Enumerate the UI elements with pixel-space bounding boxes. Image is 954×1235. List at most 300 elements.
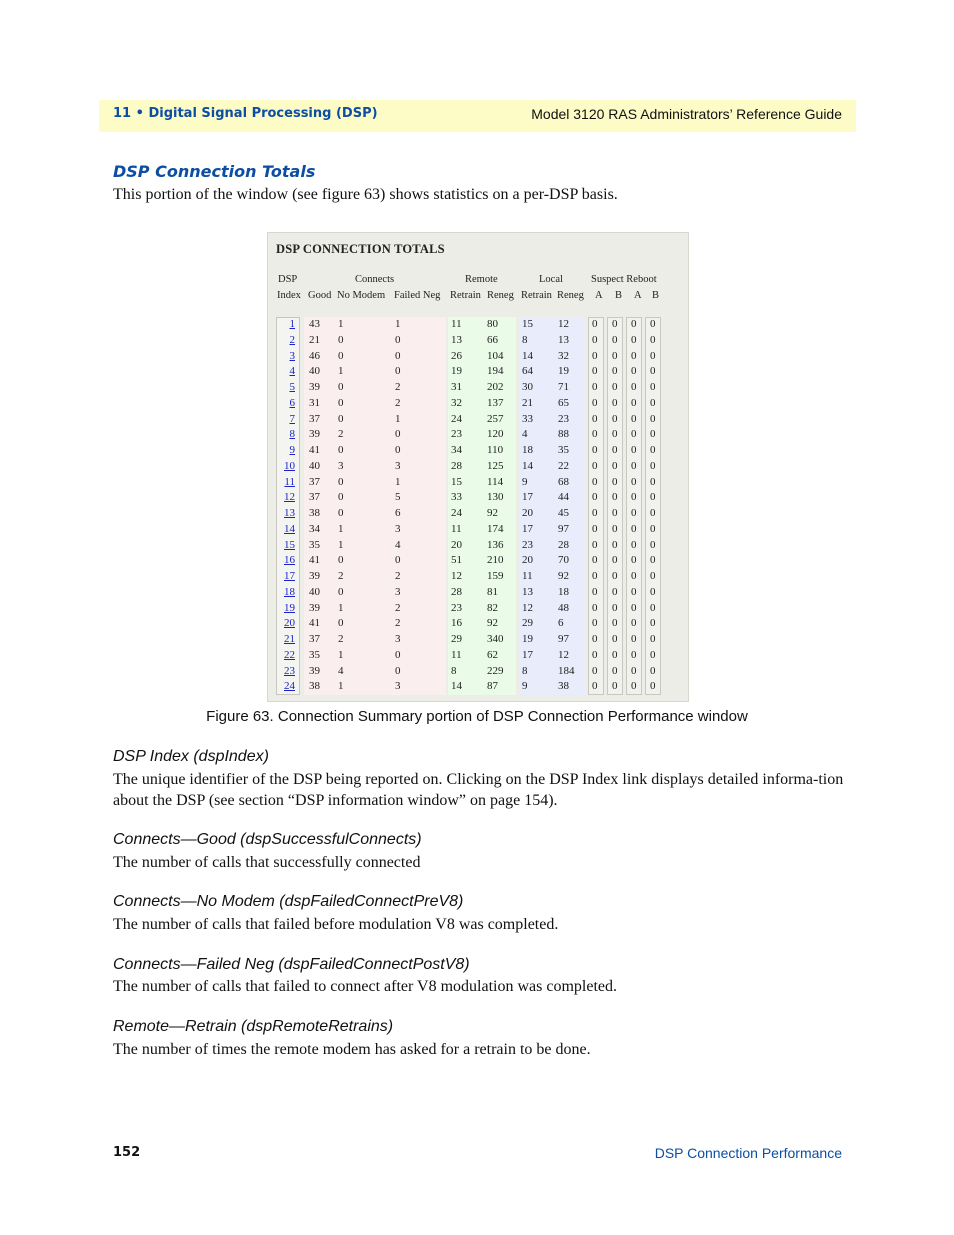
table-cell: 2 (338, 570, 344, 582)
connects-group-bg (304, 317, 446, 695)
table-cell: 0 (395, 428, 401, 441)
table-cell: 0 (650, 318, 656, 330)
table-cell: 17 (522, 491, 533, 504)
table-cell: 0 (631, 570, 637, 582)
table-cell: 43 (309, 318, 320, 330)
definition-connects-good: The number of calls that successfully connected (113, 854, 421, 871)
table-cell: 136 (487, 538, 504, 551)
table-cell: 210 (487, 554, 504, 567)
table-cell: 48 (558, 601, 569, 614)
table-cell: 0 (650, 459, 656, 472)
dsp-index-link[interactable]: 18 (284, 585, 295, 598)
table-cell: 0 (395, 444, 401, 456)
col-header-suspect-a2: A (634, 290, 642, 301)
table-cell: 0 (612, 444, 618, 456)
table-cell: 0 (612, 365, 618, 378)
table-cell: 37 (309, 412, 320, 425)
table-cell: 0 (631, 459, 637, 472)
table-cell: 28 (451, 585, 462, 598)
term-remote-retrain: Remote—Retrain (dspRemoteRetrains) (113, 1018, 394, 1035)
table-cell: 39 (309, 428, 320, 441)
term-dsp-index: DSP Index (dspIndex) (113, 748, 269, 765)
table-cell: 1 (395, 318, 401, 330)
table-cell: 68 (558, 475, 569, 488)
table-cell: 0 (592, 444, 598, 456)
table-cell: 8 (522, 664, 528, 677)
figure-caption: Figure 63. Connection Summary portion of DSP Connection Performance window (206, 708, 748, 725)
table-cell: 0 (650, 396, 656, 409)
table-cell: 110 (487, 444, 504, 456)
table-cell: 0 (395, 664, 401, 677)
table-cell: 0 (338, 333, 344, 346)
section-intro: This portion of the window (see figure 63) shows statistics on a per-DSP basis. (113, 186, 618, 203)
table-cell: 28 (558, 538, 569, 551)
table-cell: 51 (451, 554, 462, 567)
table-cell: 0 (650, 522, 656, 535)
dsp-index-link[interactable]: 22 (284, 648, 295, 661)
table-cell: 0 (338, 617, 344, 630)
table-cell: 257 (487, 412, 504, 425)
table-cell: 6 (558, 617, 564, 630)
table-cell: 229 (487, 664, 504, 677)
table-cell: 1 (338, 538, 344, 551)
table-cell: 12 (558, 318, 569, 330)
table-cell: 0 (338, 381, 344, 393)
table-cell: 0 (612, 318, 618, 330)
dsp-connection-totals-figure (267, 232, 689, 702)
table-cell: 1 (338, 648, 344, 661)
table-cell: 0 (631, 507, 637, 519)
table-cell: 0 (631, 522, 637, 535)
table-cell: 88 (558, 428, 569, 441)
table-cell: 38 (309, 680, 320, 693)
table-cell: 40 (309, 585, 320, 598)
table-cell: 2 (395, 381, 401, 393)
term-connects-no-modem: Connects—No Modem (dspFailedConnectPreV8) (113, 893, 464, 910)
table-cell: 0 (650, 570, 656, 582)
table-cell: 0 (631, 381, 637, 393)
dsp-index-link[interactable]: 2 (289, 333, 295, 346)
table-cell: 24 (451, 507, 462, 519)
table-cell: 12 (451, 570, 462, 582)
table-cell: 0 (650, 412, 656, 425)
table-cell: 39 (309, 570, 320, 582)
col-header-no-modem: No Modem (337, 290, 386, 301)
table-cell: 0 (612, 680, 618, 693)
table-cell: 20 (522, 554, 533, 567)
table-cell: 202 (487, 381, 504, 393)
table-cell: 34 (309, 522, 320, 535)
table-cell: 39 (309, 601, 320, 614)
table-cell: 21 (522, 396, 533, 409)
table-cell: 0 (631, 601, 637, 614)
table-cell: 32 (558, 349, 569, 362)
dsp-index-link[interactable]: 8 (289, 428, 295, 441)
table-cell: 4 (522, 428, 528, 441)
table-cell: 18 (558, 585, 569, 598)
table-cell: 3 (395, 633, 401, 645)
table-cell: 9 (522, 475, 528, 488)
dsp-index-link[interactable]: 24 (284, 680, 295, 693)
table-cell: 0 (650, 633, 656, 645)
table-cell: 8 (522, 333, 528, 346)
table-cell: 19 (558, 365, 569, 378)
col-header-failed-neg: Failed Neg (394, 290, 441, 301)
table-cell: 13 (451, 333, 462, 346)
table-cell: 0 (592, 538, 598, 551)
dsp-index-link[interactable]: 13 (284, 507, 295, 519)
table-cell: 125 (487, 459, 504, 472)
table-cell: 0 (631, 349, 637, 362)
table-cell: 9 (522, 680, 528, 693)
table-cell: 174 (487, 522, 504, 535)
table-cell: 0 (592, 365, 598, 378)
table-cell: 0 (395, 333, 401, 346)
table-cell: 0 (592, 507, 598, 519)
table-cell: 15 (522, 318, 533, 330)
dsp-index-link[interactable]: 9 (289, 444, 295, 456)
table-cell: 0 (592, 428, 598, 441)
table-cell: 19 (451, 365, 462, 378)
table-cell: 3 (395, 680, 401, 693)
table-cell: 0 (650, 507, 656, 519)
table-cell: 14 (451, 680, 462, 693)
table-cell: 0 (612, 349, 618, 362)
table-cell: 6 (395, 507, 401, 519)
dsp-index-link[interactable]: 21 (284, 633, 295, 645)
table-cell: 159 (487, 570, 504, 582)
table-cell: 2 (338, 633, 344, 645)
group-header-suspect-reboot: Suspect Reboot (591, 274, 657, 285)
table-cell: 0 (395, 554, 401, 567)
table-cell: 0 (612, 333, 618, 346)
table-cell: 23 (558, 412, 569, 425)
table-cell: 11 (451, 318, 462, 330)
table-cell: 92 (487, 617, 498, 630)
dsp-index-link[interactable]: 7 (289, 412, 295, 425)
table-cell: 0 (650, 680, 656, 693)
table-cell: 3 (395, 522, 401, 535)
dsp-index-link[interactable]: 5 (289, 381, 295, 393)
table-cell: 5 (395, 491, 401, 504)
table-cell: 20 (451, 538, 462, 551)
table-cell: 0 (592, 491, 598, 504)
page-number: 152 (113, 1145, 141, 1160)
table-cell: 65 (558, 396, 569, 409)
table-cell: 38 (558, 680, 569, 693)
table-cell: 41 (309, 554, 320, 567)
table-cell: 120 (487, 428, 504, 441)
table-cell: 39 (309, 381, 320, 393)
table-cell: 44 (558, 491, 569, 504)
table-cell: 0 (631, 554, 637, 567)
col-header-suspect-a1: A (595, 290, 603, 301)
dsp-index-link[interactable]: 17 (284, 570, 295, 582)
table-cell: 97 (558, 633, 569, 645)
table-cell: 0 (592, 318, 598, 330)
table-cell: 0 (592, 680, 598, 693)
table-cell: 37 (309, 633, 320, 645)
table-cell: 34 (451, 444, 462, 456)
table-cell: 0 (650, 538, 656, 551)
table-cell: 35 (309, 648, 320, 661)
table-cell: 71 (558, 381, 569, 393)
table-cell: 11 (451, 648, 462, 661)
table-cell: 35 (309, 538, 320, 551)
table-cell: 18 (522, 444, 533, 456)
table-cell: 12 (558, 648, 569, 661)
table-cell: 0 (612, 412, 618, 425)
table-cell: 1 (338, 601, 344, 614)
table-cell: 0 (612, 475, 618, 488)
table-cell: 1 (395, 412, 401, 425)
table-cell: 13 (522, 585, 533, 598)
table-cell: 0 (631, 318, 637, 330)
table-cell: 0 (612, 459, 618, 472)
table-cell: 0 (612, 522, 618, 535)
table-cell: 194 (487, 365, 504, 378)
table-cell: 0 (395, 365, 401, 378)
table-cell: 62 (487, 648, 498, 661)
table-cell: 0 (612, 396, 618, 409)
dsp-index-link[interactable]: 23 (284, 664, 295, 677)
table-cell: 20 (522, 507, 533, 519)
table-cell: 0 (631, 664, 637, 677)
dsp-index-link[interactable]: 1 (289, 318, 295, 330)
col-header-suspect-b1: B (615, 290, 623, 301)
table-cell: 23 (522, 538, 533, 551)
table-cell: 1 (338, 365, 344, 378)
table-cell: 0 (650, 444, 656, 456)
table-cell: 24 (451, 412, 462, 425)
table-cell: 22 (558, 459, 569, 472)
dsp-index-link[interactable]: 4 (289, 365, 295, 378)
table-cell: 0 (650, 601, 656, 614)
table-cell: 37 (309, 475, 320, 488)
table-cell: 0 (395, 648, 401, 661)
table-cell: 0 (612, 507, 618, 519)
table-cell: 0 (631, 412, 637, 425)
table-cell: 0 (650, 491, 656, 504)
table-cell: 15 (451, 475, 462, 488)
table-cell: 0 (612, 601, 618, 614)
dsp-index-link[interactable]: 16 (284, 554, 295, 567)
table-cell: 0 (338, 491, 344, 504)
table-cell: 97 (558, 522, 569, 535)
table-cell: 87 (487, 680, 498, 693)
dsp-index-link[interactable]: 20 (284, 617, 295, 630)
table-cell: 3 (395, 585, 401, 598)
table-cell: 0 (631, 491, 637, 504)
table-cell: 0 (631, 585, 637, 598)
table-cell: 29 (522, 617, 533, 630)
table-cell: 0 (631, 648, 637, 661)
group-header-dsp: DSP (278, 274, 298, 285)
table-cell: 0 (592, 412, 598, 425)
table-cell: 0 (338, 507, 344, 519)
table-cell: 0 (650, 664, 656, 677)
table-cell: 0 (338, 585, 344, 598)
table-cell: 0 (592, 664, 598, 677)
dsp-index-link[interactable]: 14 (284, 522, 295, 535)
table-cell: 4 (338, 664, 344, 677)
table-cell: 39 (309, 664, 320, 677)
table-cell: 0 (650, 475, 656, 488)
table-cell: 137 (487, 396, 504, 409)
table-cell: 0 (650, 333, 656, 346)
table-cell: 0 (612, 648, 618, 661)
table-cell: 0 (592, 585, 598, 598)
table-cell: 0 (650, 617, 656, 630)
table-cell: 0 (592, 459, 598, 472)
table-cell: 35 (558, 444, 569, 456)
table-cell: 0 (592, 349, 598, 362)
table-cell: 64 (522, 365, 533, 378)
table-cell: 0 (592, 617, 598, 630)
table-cell: 0 (631, 444, 637, 456)
dsp-index-link[interactable]: 11 (284, 475, 295, 488)
table-cell: 0 (612, 633, 618, 645)
figure-panel-title: DSP CONNECTION TOTALS (276, 242, 445, 256)
table-cell: 46 (309, 349, 320, 362)
table-cell: 32 (451, 396, 462, 409)
table-cell: 0 (338, 349, 344, 362)
table-cell: 17 (522, 522, 533, 535)
table-cell: 0 (592, 333, 598, 346)
table-cell: 13 (558, 333, 569, 346)
definition-connects-no-modem: The number of calls that failed before modulation V8 was completed. (113, 916, 559, 933)
dsp-index-link[interactable]: 19 (284, 601, 295, 614)
table-cell: 0 (338, 444, 344, 456)
footer-section-name: DSP Connection Performance (654, 1145, 842, 1161)
definition-connects-failed-neg: The number of calls that failed to connect after V8 modulation was completed. (113, 978, 617, 995)
table-cell: 37 (309, 491, 320, 504)
table-cell: 14 (522, 349, 533, 362)
dsp-index-link[interactable]: 15 (284, 538, 295, 551)
table-cell: 0 (631, 633, 637, 645)
table-cell: 82 (487, 601, 498, 614)
col-header-suspect-b2: B (652, 290, 660, 301)
table-cell: 1 (395, 475, 401, 488)
table-cell: 92 (487, 507, 498, 519)
table-cell: 340 (487, 633, 504, 645)
table-cell: 0 (592, 522, 598, 535)
table-cell: 1 (338, 522, 344, 535)
table-cell: 0 (592, 633, 598, 645)
table-cell: 92 (558, 570, 569, 582)
table-cell: 0 (592, 601, 598, 614)
term-connects-good: Connects—Good (dspSuccessfulConnects) (113, 831, 422, 848)
table-cell: 0 (338, 396, 344, 409)
table-cell: 0 (338, 554, 344, 567)
dsp-index-link[interactable]: 6 (289, 396, 295, 409)
table-cell: 70 (558, 554, 569, 567)
table-cell: 0 (612, 617, 618, 630)
table-cell: 1 (338, 680, 344, 693)
dsp-index-link[interactable]: 12 (284, 491, 295, 504)
table-cell: 14 (522, 459, 533, 472)
table-cell: 41 (309, 444, 320, 456)
table-cell: 11 (522, 570, 533, 582)
table-cell: 0 (592, 381, 598, 393)
table-cell: 0 (612, 554, 618, 567)
table-cell: 0 (612, 381, 618, 393)
table-cell: 29 (451, 633, 462, 645)
table-cell: 40 (309, 365, 320, 378)
table-cell: 0 (612, 664, 618, 677)
table-cell: 2 (395, 617, 401, 630)
term-connects-failed-neg: Connects—Failed Neg (dspFailedConnectPostV8) (113, 956, 470, 973)
table-cell: 0 (631, 396, 637, 409)
table-cell: 0 (650, 349, 656, 362)
table-cell: 0 (395, 349, 401, 362)
table-cell: 104 (487, 349, 504, 362)
col-header-good: Good (308, 290, 332, 301)
col-header-remote-reneg: Reneg (487, 290, 514, 301)
table-cell: 0 (592, 648, 598, 661)
table-cell: 19 (522, 633, 533, 645)
table-cell: 0 (650, 365, 656, 378)
table-cell: 40 (309, 459, 320, 472)
guide-title: Model 3120 RAS Administrators’ Reference Guide (531, 106, 842, 122)
table-cell: 2 (395, 396, 401, 409)
table-cell: 23 (451, 428, 462, 441)
table-cell: 114 (487, 475, 504, 488)
table-cell: 2 (395, 601, 401, 614)
dsp-index-link[interactable]: 3 (289, 349, 295, 362)
table-cell: 28 (451, 459, 462, 472)
definition-remote-retrain: The number of times the remote modem has asked for a retrain to be done. (113, 1041, 591, 1058)
table-cell: 81 (487, 585, 498, 598)
table-cell: 130 (487, 491, 504, 504)
table-cell: 184 (558, 664, 575, 677)
table-cell: 31 (309, 396, 320, 409)
table-cell: 0 (631, 475, 637, 488)
col-header-remote-retrain: Retrain (450, 290, 481, 301)
table-cell: 0 (338, 475, 344, 488)
table-cell: 31 (451, 381, 462, 393)
table-cell: 1 (338, 318, 344, 330)
col-header-local-retrain: Retrain (521, 290, 552, 301)
group-header-local: Local (539, 274, 563, 285)
table-cell: 0 (612, 585, 618, 598)
table-cell: 12 (522, 601, 533, 614)
table-cell: 0 (592, 554, 598, 567)
table-cell: 80 (487, 318, 498, 330)
table-cell: 38 (309, 507, 320, 519)
table-cell: 0 (631, 333, 637, 346)
table-cell: 0 (592, 570, 598, 582)
dsp-index-link[interactable]: 10 (284, 459, 295, 472)
table-cell: 11 (451, 522, 462, 535)
table-cell: 0 (650, 428, 656, 441)
table-cell: 4 (395, 538, 401, 551)
table-cell: 26 (451, 349, 462, 362)
table-cell: 0 (612, 491, 618, 504)
table-cell: 30 (522, 381, 533, 393)
table-cell: 8 (451, 664, 457, 677)
table-cell: 2 (395, 570, 401, 582)
table-cell: 0 (612, 428, 618, 441)
table-cell: 33 (522, 412, 533, 425)
table-cell: 0 (338, 412, 344, 425)
col-header-local-reneg: Reneg (557, 290, 584, 301)
group-header-remote: Remote (465, 274, 498, 285)
table-cell: 0 (592, 396, 598, 409)
table-cell: 0 (650, 585, 656, 598)
table-cell: 0 (592, 475, 598, 488)
table-cell: 3 (395, 459, 401, 472)
